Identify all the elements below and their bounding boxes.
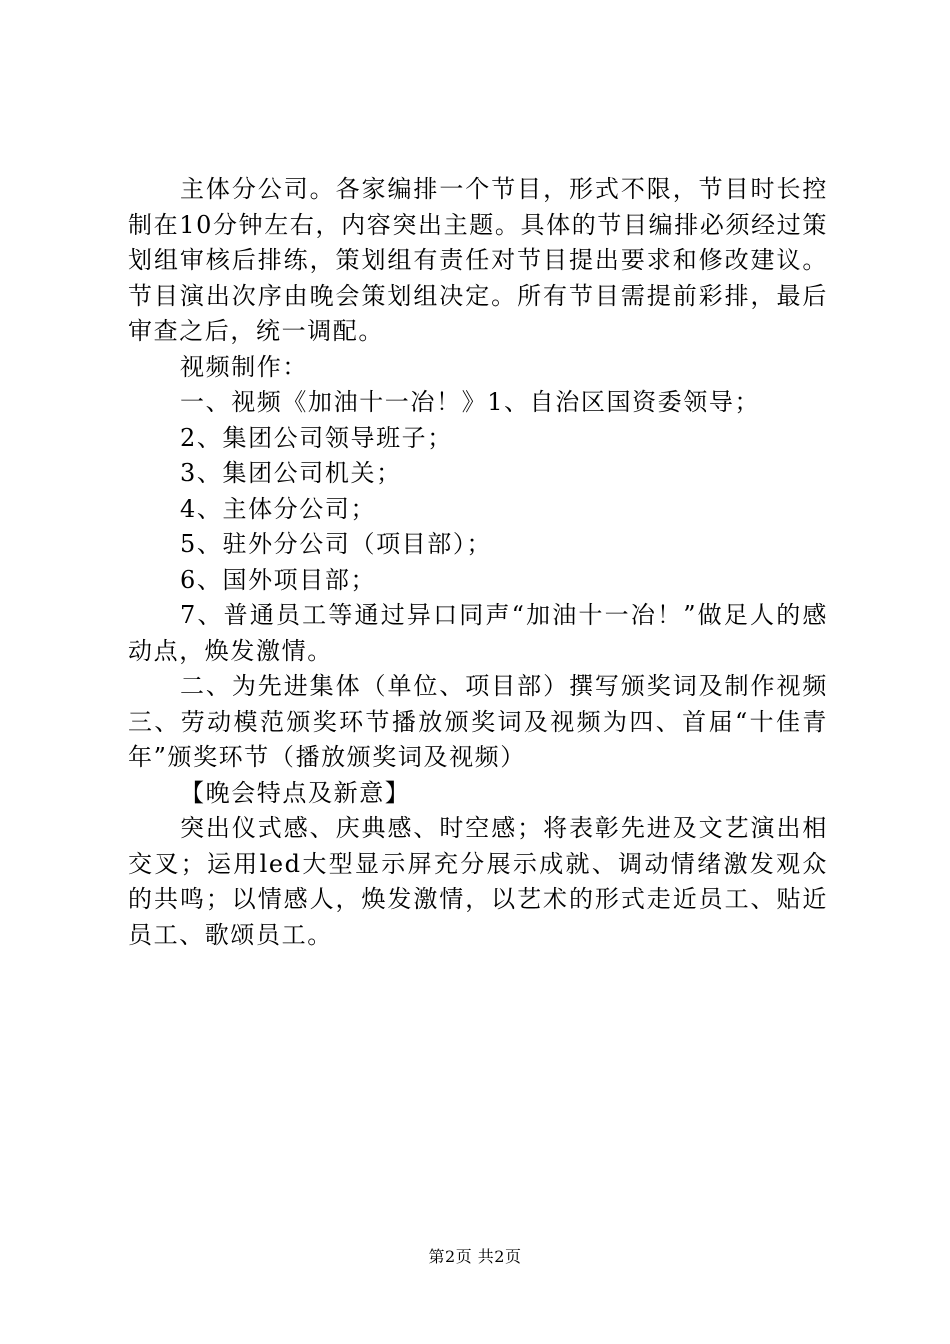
- paragraph-video-heading: 视频制作：: [180, 352, 308, 381]
- paragraph-video-item-1: 一、视频《加油十一冶！》1、自治区国资委领导；: [180, 388, 761, 416]
- paragraph-program-arrangement: 主体分公司。各家编排一个节目，形式不限，节目时长控制在10分钟左右，内容突出主题。具体的节目编排必须经过策划组审核后排练，策划组有责任对节目提出要求和修改建议。节目演出次序由晚会策划组决定。所有节目需提前彩排，最后审查之后，统一调配。: [128, 175, 828, 345]
- document-body: [128, 172, 828, 953]
- page-number-footer: 第2页 共2页: [428, 1247, 522, 1266]
- paragraph-video-item-5: 5、驻外分公司（项目部）；: [180, 530, 493, 558]
- paragraph-features-body: 突出仪式感、庆典感、时空感；将表彰先进及文艺演出相交叉；运用led大型显示屏充分展示成就、调动情绪激发观众的共鸣；以情感人，焕发激情，以艺术的形式走近员工、贴近员工、歌颂员工。: [128, 814, 828, 949]
- paragraph-features-heading: 【晚会特点及新意】: [180, 778, 411, 807]
- paragraph-video-item-3: 3、集团公司机关；: [180, 459, 402, 487]
- paragraph-video-item-4: 4、主体分公司；: [180, 494, 377, 523]
- paragraph-award-sections: 二、为先进集体（单位、项目部）撰写颁奖词及制作视频三、劳动模范颁奖环节播放颁奖词及视频为四、首届“十佳青年”颁奖环节（播放颁奖词及视频）: [128, 672, 828, 771]
- paragraph-video-item-6: 6、国外项目部；: [180, 565, 377, 594]
- paragraph-video-item-7: 7、普通员工等通过异口同声“加油十一冶！”做足人的感动点，焕发激情。: [128, 601, 828, 665]
- paragraph-video-item-2: 2、集团公司领导班子；: [180, 423, 453, 452]
